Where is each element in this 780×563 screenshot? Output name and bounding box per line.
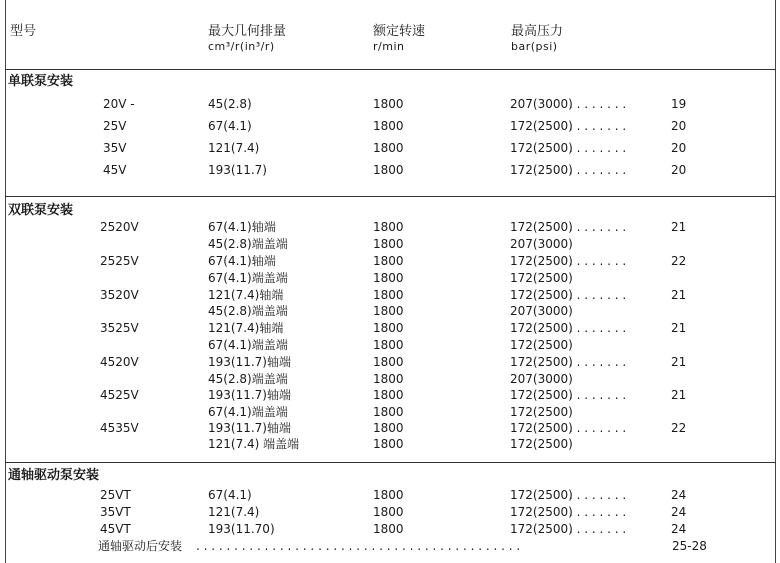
header-speed-unit: r/min: [373, 40, 405, 53]
dot-leader: . . . . . . . .: [569, 288, 627, 302]
table-cell-page: 20: [671, 119, 687, 133]
dot-leader: . . . . . . . .: [569, 141, 627, 155]
dot-leader: . . . . . . . .: [569, 321, 627, 335]
section-title-single: 单联泵安装: [8, 74, 74, 89]
table-cell-displacement: 193(11.7)轴端: [208, 355, 291, 369]
table-cell-displacement: 193(11.7): [208, 163, 267, 177]
table-cell-model: 3525V: [100, 321, 139, 335]
header-displacement-unit: cm³/r(in³/r): [208, 40, 275, 53]
table-cell-displacement: 45(2.8)端盖端: [208, 372, 288, 386]
header-pressure-unit: bar(psi): [511, 40, 558, 53]
table-cell-displacement: 45(2.8)端盖端: [208, 237, 288, 251]
table-cell-pressure: 207(3000): [510, 304, 573, 318]
table-cell-pressure: 172(2500): [510, 119, 573, 133]
section-title-through-drive: 通轴驱动泵安装: [8, 468, 100, 483]
table-cell-page: 20: [671, 163, 687, 177]
table-cell-displacement: 121(7.4) 端盖端: [208, 437, 300, 451]
header-pressure: 最高压力: [511, 24, 564, 39]
table-cell-displacement: 121(7.4)轴端: [208, 321, 284, 335]
header-speed: 额定转速: [373, 24, 426, 39]
table-cell-model: 25VT: [100, 488, 131, 502]
dot-leader: . . . . . . . .: [569, 505, 627, 519]
table-cell-displacement: 67(4.1)端盖端: [208, 271, 288, 285]
table-cell-page: 24: [671, 488, 687, 502]
table-cell-displacement: 45(2.8)端盖端: [208, 304, 288, 318]
table-cell-pressure: 172(2500): [510, 321, 573, 335]
table-cell-pressure: 172(2500): [510, 437, 573, 451]
footer-label: 通轴驱动后安装: [98, 539, 183, 553]
table-cell-speed: 1800: [373, 522, 404, 536]
table-cell-pressure: 172(2500): [510, 355, 573, 369]
table-cell-displacement: 45(2.8): [208, 97, 252, 111]
dot-leader: . . . . . . . .: [569, 220, 627, 234]
dot-leader: . . . . . . . .: [569, 522, 627, 536]
table-cell-speed: 1800: [373, 421, 404, 435]
table-cell-page: 21: [671, 355, 687, 369]
table-cell-speed: 1800: [373, 97, 404, 111]
table-cell-pressure: 172(2500): [510, 488, 573, 502]
table-cell-pressure: 207(3000): [510, 237, 573, 251]
dot-leader: . . . . . . . .: [569, 355, 627, 369]
table-cell-model: 2520V: [100, 220, 139, 234]
table-cell-pressure: 172(2500): [510, 522, 573, 536]
header-displacement: 最大几何排量: [208, 24, 287, 39]
table-cell-model: 3520V: [100, 288, 139, 302]
table-cell-model: 35VT: [100, 505, 131, 519]
table-cell-page: 21: [671, 288, 687, 302]
footer-page: 25-28: [672, 539, 707, 553]
table-cell-displacement: 67(4.1): [208, 119, 252, 133]
table-cell-speed: 1800: [373, 220, 404, 234]
table-cell-model: 4525V: [100, 388, 139, 402]
table-cell-pressure: 172(2500): [510, 288, 573, 302]
table-cell-page: 21: [671, 388, 687, 402]
table-cell-speed: 1800: [373, 304, 404, 318]
table-cell-speed: 1800: [373, 141, 404, 155]
table-cell-page: 22: [671, 254, 687, 268]
dot-leader: . . . . . . . .: [569, 163, 627, 177]
divider: [5, 69, 776, 70]
right-border: [775, 0, 776, 563]
section-title-double: 双联泵安装: [8, 203, 74, 218]
header-model: 型号: [10, 24, 37, 39]
table-cell-page: 21: [671, 321, 687, 335]
dot-leader: . . . . . . . .: [569, 421, 627, 435]
dot-leader: . . . . . . . .: [569, 119, 627, 133]
table-cell-speed: 1800: [373, 405, 404, 419]
table-cell-pressure: 172(2500): [510, 163, 573, 177]
table-cell-displacement: 67(4.1)端盖端: [208, 338, 288, 352]
dot-leader: . . . . . . . .: [569, 488, 627, 502]
table-cell-pressure: 172(2500): [510, 405, 573, 419]
table-cell-speed: 1800: [373, 163, 404, 177]
table-cell-displacement: 67(4.1)端盖端: [208, 405, 288, 419]
table-cell-page: 21: [671, 220, 687, 234]
table-cell-pressure: 172(2500): [510, 505, 573, 519]
table-cell-displacement: 121(7.4): [208, 141, 260, 155]
table-cell-speed: 1800: [373, 254, 404, 268]
table-cell-speed: 1800: [373, 338, 404, 352]
table-cell-model: 4520V: [100, 355, 139, 369]
dot-leader: . . . . . . . .: [569, 388, 627, 402]
table-cell-speed: 1800: [373, 271, 404, 285]
table-cell-pressure: 172(2500): [510, 220, 573, 234]
table-cell-displacement: 67(4.1)轴端: [208, 220, 276, 234]
table-cell-page: 19: [671, 97, 687, 111]
dot-leader: . . . . . . . .: [569, 97, 627, 111]
table-cell-model: 35V: [103, 141, 127, 155]
table-cell-displacement: 121(7.4): [208, 505, 260, 519]
table-cell-model: 45V: [103, 163, 127, 177]
table-cell-model: 4535V: [100, 421, 139, 435]
table-cell-speed: 1800: [373, 119, 404, 133]
table-cell-pressure: 172(2500): [510, 271, 573, 285]
table-cell-speed: 1800: [373, 237, 404, 251]
table-cell-displacement: 67(4.1)轴端: [208, 254, 276, 268]
table-cell-model: 20V -: [103, 97, 135, 111]
divider: [5, 462, 776, 463]
table-cell-displacement: 121(7.4)轴端: [208, 288, 284, 302]
dot-leader: . . . . . . . .: [569, 254, 627, 268]
table-cell-displacement: 193(11.7)轴端: [208, 421, 291, 435]
table-cell-displacement: 193(11.7)轴端: [208, 388, 291, 402]
table-cell-pressure: 172(2500): [510, 388, 573, 402]
table-cell-speed: 1800: [373, 321, 404, 335]
table-cell-page: 20: [671, 141, 687, 155]
table-cell-page: 24: [671, 505, 687, 519]
table-cell-speed: 1800: [373, 437, 404, 451]
table-cell-pressure: 207(3000): [510, 372, 573, 386]
table-cell-pressure: 172(2500): [510, 338, 573, 352]
table-cell-speed: 1800: [373, 505, 404, 519]
left-border: [5, 0, 6, 563]
table-cell-speed: 1800: [373, 388, 404, 402]
table-cell-displacement: 193(11.70): [208, 522, 275, 536]
table-cell-model: 25V: [103, 119, 127, 133]
table-cell-page: 24: [671, 522, 687, 536]
table-cell-pressure: 172(2500): [510, 141, 573, 155]
table-cell-page: 22: [671, 421, 687, 435]
table-cell-speed: 1800: [373, 372, 404, 386]
table-cell-model: 2525V: [100, 254, 139, 268]
divider: [5, 196, 776, 197]
table-cell-pressure: 172(2500): [510, 421, 573, 435]
table-cell-pressure: 207(3000): [510, 97, 573, 111]
table-cell-model: 45VT: [100, 522, 131, 536]
table-cell-speed: 1800: [373, 288, 404, 302]
table-cell-speed: 1800: [373, 355, 404, 369]
table-cell-pressure: 172(2500): [510, 254, 573, 268]
table-cell-speed: 1800: [373, 488, 404, 502]
dot-leader: . . . . . . . . . . . . . . . . . . . . . . . . . . . . . . . . . . . . . . . . . . .: [196, 539, 521, 553]
table-cell-displacement: 67(4.1): [208, 488, 252, 502]
